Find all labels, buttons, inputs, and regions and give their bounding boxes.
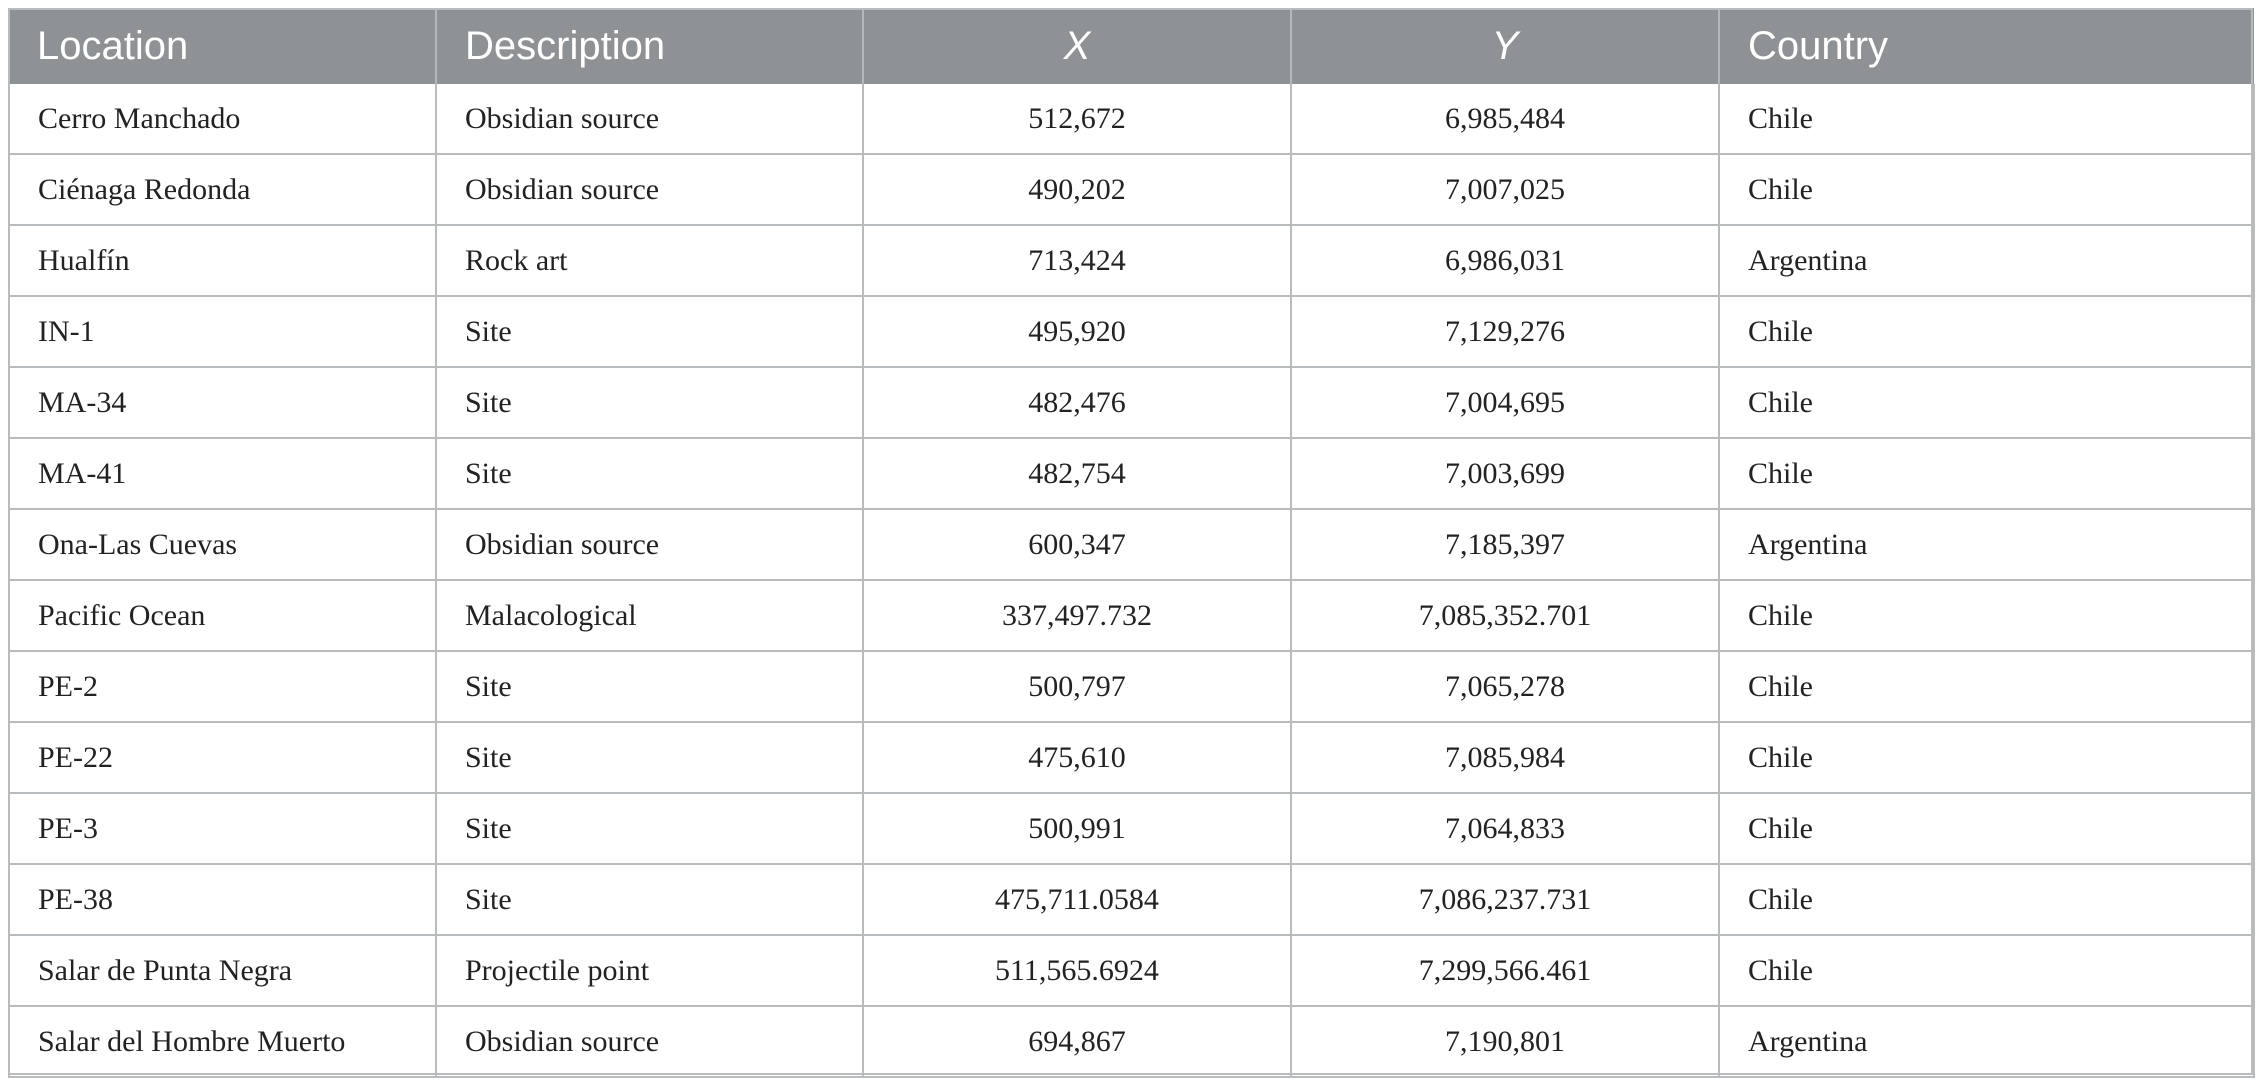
cell-location: Cerro Manchado <box>9 84 436 154</box>
cell-country: Chile <box>1719 651 2254 722</box>
cell-country: Chile <box>1719 367 2254 438</box>
cell-x: 512,672 <box>863 84 1291 154</box>
cell-x: 490,202 <box>863 154 1291 225</box>
table-row <box>9 367 2254 438</box>
cell-y: 7,129,276 <box>1291 296 1719 367</box>
cell-description: Site <box>436 438 863 509</box>
cell-description: Obsidian source <box>436 154 863 225</box>
cell-description: Obsidian source <box>436 1006 863 1077</box>
table-row <box>9 864 2254 935</box>
cell-x: 495,920 <box>863 296 1291 367</box>
table-row <box>9 722 2254 793</box>
cell-description: Rock art <box>436 225 863 296</box>
cell-x: 482,476 <box>863 367 1291 438</box>
table-row <box>9 935 2254 1006</box>
cell-y: 7,085,984 <box>1291 722 1719 793</box>
cell-y: 7,086,237.731 <box>1291 864 1719 935</box>
cell-location: Pacific Ocean <box>9 580 436 651</box>
cell-y: 7,065,278 <box>1291 651 1719 722</box>
cell-country: Chile <box>1719 438 2254 509</box>
cell-country: Chile <box>1719 154 2254 225</box>
header-y: Y <box>1291 8 1719 84</box>
cell-y: 6,986,031 <box>1291 225 1719 296</box>
table-row <box>9 296 2254 367</box>
cell-y: 7,190,801 <box>1291 1006 1719 1077</box>
cell-y: 7,299,566.461 <box>1291 935 1719 1006</box>
cell-y: 7,004,695 <box>1291 367 1719 438</box>
cell-location: PE-3 <box>9 793 436 864</box>
cell-description: Site <box>436 651 863 722</box>
table-row <box>9 580 2254 651</box>
cell-country: Chile <box>1719 935 2254 1006</box>
data-table-container <box>8 8 2253 1078</box>
cell-description: Site <box>436 367 863 438</box>
cell-x: 500,797 <box>863 651 1291 722</box>
cell-description: Projectile point <box>436 935 863 1006</box>
cell-country: Chile <box>1719 580 2254 651</box>
table-row <box>9 509 2254 580</box>
cell-location: MA-41 <box>9 438 436 509</box>
table-body <box>9 84 2254 1077</box>
cell-y: 7,007,025 <box>1291 154 1719 225</box>
cell-description: Obsidian source <box>436 509 863 580</box>
cell-location: Salar de Punta Negra <box>9 935 436 1006</box>
cell-country: Chile <box>1719 793 2254 864</box>
cell-location: Ona-Las Cuevas <box>9 509 436 580</box>
cell-description: Site <box>436 722 863 793</box>
cell-y: 7,185,397 <box>1291 509 1719 580</box>
locations-table <box>8 8 2255 1078</box>
header-country: Country <box>1719 8 2254 84</box>
cell-y: 7,085,352.701 <box>1291 580 1719 651</box>
table-row <box>9 225 2254 296</box>
cell-x: 694,867 <box>863 1006 1291 1077</box>
cell-y: 6,985,484 <box>1291 84 1719 154</box>
cell-description: Site <box>436 864 863 935</box>
cell-country: Chile <box>1719 864 2254 935</box>
table-row <box>9 154 2254 225</box>
cell-y: 7,064,833 <box>1291 793 1719 864</box>
cell-country: Argentina <box>1719 509 2254 580</box>
table-row <box>9 438 2254 509</box>
cell-location: IN-1 <box>9 296 436 367</box>
cell-x: 475,610 <box>863 722 1291 793</box>
header-location: Location <box>9 8 436 84</box>
cell-x: 511,565.6924 <box>863 935 1291 1006</box>
cell-description: Site <box>436 296 863 367</box>
cell-y: 7,003,699 <box>1291 438 1719 509</box>
cell-x: 500,991 <box>863 793 1291 864</box>
header-x: X <box>863 8 1291 84</box>
table-row <box>9 651 2254 722</box>
cell-country: Chile <box>1719 84 2254 154</box>
cell-location: PE-22 <box>9 722 436 793</box>
cell-location: MA-34 <box>9 367 436 438</box>
table-row <box>9 793 2254 864</box>
cell-x: 482,754 <box>863 438 1291 509</box>
cell-location: PE-38 <box>9 864 436 935</box>
cell-x: 475,711.0584 <box>863 864 1291 935</box>
header-row <box>9 8 2254 84</box>
cell-country: Chile <box>1719 722 2254 793</box>
cell-description: Obsidian source <box>436 84 863 154</box>
cell-x: 600,347 <box>863 509 1291 580</box>
cell-description: Malacological <box>436 580 863 651</box>
cell-location: Ciénaga Redonda <box>9 154 436 225</box>
cell-x: 337,497.732 <box>863 580 1291 651</box>
cell-description: Site <box>436 793 863 864</box>
cell-location: Hualfín <box>9 225 436 296</box>
cell-location: PE-2 <box>9 651 436 722</box>
cell-country: Argentina <box>1719 1006 2254 1077</box>
table-row <box>9 84 2254 154</box>
cell-location: Salar del Hombre Muerto <box>9 1006 436 1077</box>
header-description: Description <box>436 8 863 84</box>
table-row <box>9 1006 2254 1077</box>
cell-country: Argentina <box>1719 225 2254 296</box>
cell-x: 713,424 <box>863 225 1291 296</box>
cell-country: Chile <box>1719 296 2254 367</box>
